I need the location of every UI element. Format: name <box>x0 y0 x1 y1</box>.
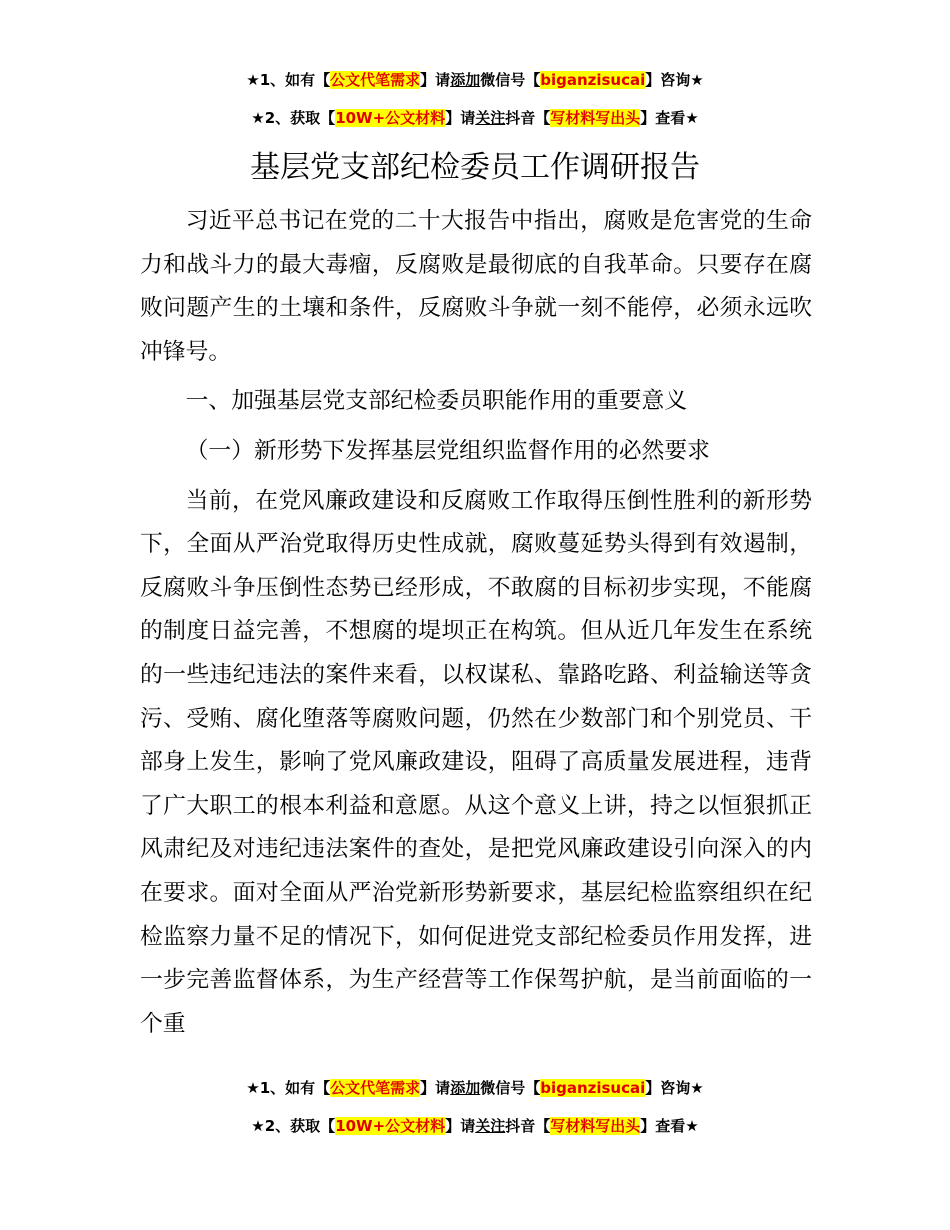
promo-text: ★2、获取【 <box>251 109 336 127</box>
promo-text: 】请 <box>420 1079 451 1097</box>
promo-text: 】请 <box>420 71 451 89</box>
promo-text: 微信号【 <box>480 71 541 89</box>
promo-text: 】咨询★ <box>645 1079 704 1097</box>
promo-underline: 关注 <box>475 109 506 127</box>
promo-underline: 关注 <box>475 1117 506 1135</box>
header-promo-line-1 <box>0 68 950 92</box>
footer-promo-line-2 <box>0 1114 950 1138</box>
promo-douyin-id: 写材料写出头 <box>550 109 641 127</box>
paragraph-intro: 习近平总书记在党的二十大报告中指出，腐败是危害党的生命力和战斗力的最大毒瘤，反腐败是最彻底的自我革命。只要存在腐败问题产生的土壤和条件，反腐败斗争就一刻不能停，必须永远吹冲锋号。 <box>140 208 812 365</box>
promo-text: 抖音【 <box>505 109 551 127</box>
promo-text: ★1、如有【 <box>246 71 331 89</box>
promo-text: ★1、如有【 <box>246 1079 331 1097</box>
footer-promo-line-1 <box>0 1076 950 1100</box>
promo-text: 】请 <box>445 109 476 127</box>
promo-text: 抖音【 <box>505 1117 551 1135</box>
promo-wechat-id: biganzisucai <box>540 71 646 89</box>
document-title: 基层党支部纪检委员工作调研报告 <box>250 150 700 185</box>
document-body <box>140 200 812 1052</box>
promo-douyin-id: 写材料写出头 <box>550 1117 641 1135</box>
paragraph-body: 当前，在党风廉政建设和反腐败工作取得压倒性胜利的新形势下，全面从严治党取得历史性成就，腐败蔓延势头得到有效遏制，反腐败斗争压倒性态势已经形成，不敢腐的目标初步实现，不能腐的制度日益完善，不想腐的堤坝正在构筑。但从近几年发生在系统的一些违纪违法的案件来看，以权谋私、靠路吃路、利益输送等贪污、受贿、腐化堕落等腐败问题，仍然在少数部门和个别党员、干部身上发生，影响了党风廉政建设，阻碍了高质量发展进程，违背了广大职工的根本利益和意愿。从这个意义上讲，持之以恒狠抓正风肃纪及对违纪违法案件的查处，是把党风廉政建设引向深入的内在要求。面对全面从严治党新形势新要求，基层纪检监察组织在纪检监察力量不足的情况下，如何促进党支部纪检委员作用发挥，进一步完善监督体系，为生产经营等工作保驾护航，是当前面临的一个重 <box>140 487 812 1037</box>
promo-text: ★2、获取【 <box>251 1117 336 1135</box>
subsection-heading-1: （一）新形势下发挥基层党组织监督作用的必然要求 <box>185 437 710 464</box>
promo-text: 】查看★ <box>640 1117 699 1135</box>
promo-underline: 添加 <box>450 1079 481 1097</box>
promo-highlight: 公文代笔需求 <box>330 1079 421 1097</box>
promo-highlight: 10W+公文材料 <box>335 1117 446 1135</box>
promo-text: 微信号【 <box>480 1079 541 1097</box>
promo-text: 】咨询★ <box>645 71 704 89</box>
promo-highlight: 10W+公文材料 <box>335 109 446 127</box>
section-heading-1: 一、加强基层党支部纪检委员职能作用的重要意义 <box>185 388 688 415</box>
promo-text: 】查看★ <box>640 109 699 127</box>
header-promo-line-2 <box>0 106 950 130</box>
promo-highlight: 公文代笔需求 <box>330 71 421 89</box>
promo-wechat-id: biganzisucai <box>540 1079 646 1097</box>
promo-text: 】请 <box>445 1117 476 1135</box>
promo-underline: 添加 <box>450 71 481 89</box>
